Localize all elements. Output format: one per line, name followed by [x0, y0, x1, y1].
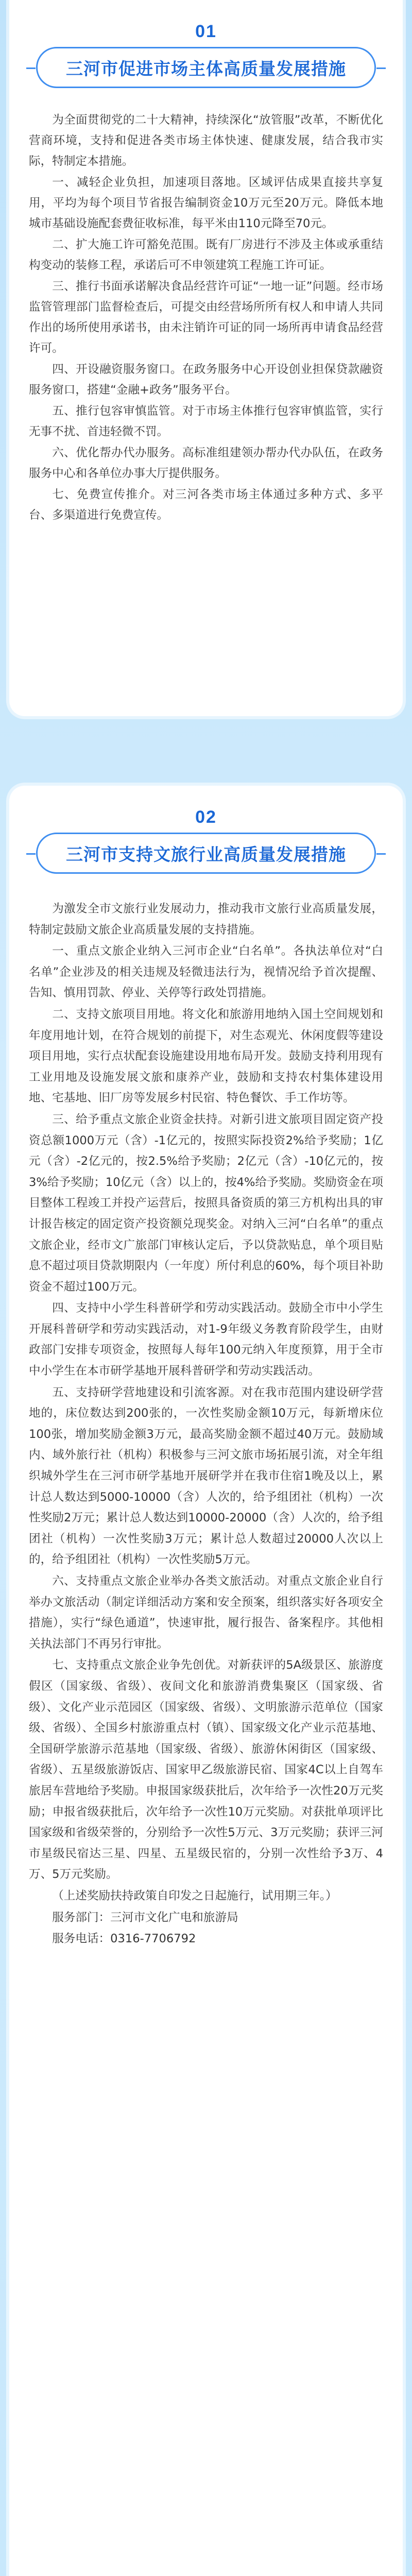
paragraph: 四、开设融资服务窗口。在政务服务中心开设创业担保贷款融资服务窗口，搭建“金融+政务”服务平台。 [29, 363, 383, 397]
measures-card-2 [9, 786, 403, 2576]
paragraph: 为激发全市文旅行业发展动力，推动我市文旅行业高质量发展，特制定鼓励文旅企业高质量发展的支持措施。 [29, 902, 383, 937]
measures-card-1 [9, 0, 403, 716]
section-title: 三河市促进市场主体高质量发展措施 [66, 58, 346, 79]
paragraph: 一、重点文旅企业纳入三河市企业“白名单”。各执法单位对“白名单”企业涉及的相关违规及轻微违法行为，视情况给予首次提醒、告知、慎用罚款、停业、关停等行政处罚措施。 [29, 944, 383, 1000]
section-title-frame [36, 47, 376, 88]
service-phone: 服务电话：0316-7706792 [52, 1932, 196, 1946]
paragraph: 四、支持中小学生科普研学和劳动实践活动。鼓励全市中小学生开展科普研学和劳动实践活动，对1-9年级义务教育阶段学生，由财政部门安排专项资金，按照每人每年100元纳入年度预算，用于全市中小学生在本市研学基地开展科普研学和劳动实践活动。 [29, 1301, 383, 1378]
paragraph: 五、推行包容审慎监管。对于市场主体推行包容审慎监管，实行无事不扰、首违轻微不罚。 [29, 404, 383, 438]
paragraph: 二、扩大施工许可豁免范围。既有厂房进行不涉及主体或承重结构变动的装修工程，承诺后可不申领建筑工程施工许可证。 [29, 238, 383, 272]
section-badge [31, 786, 381, 874]
paragraph: 六、支持重点文旅企业举办各类文旅活动。对重点文旅企业自行举办文旅活动（制定详细活动方案和安全预案，组织落实好各项安全措施），实行“绿色通道”，快速审批，履行报告、备案程序。其他相关执法部门不再另行审批。 [29, 1574, 383, 1651]
paragraph: 一、减轻企业负担，加速项目落地。区域评估成果直接共享复用，平均为每个项目节省报告编制资金10万元至20万元。降低本地城市基础设施配套费征收标准，每平米由110元降至70元。 [29, 176, 383, 230]
section-body [29, 110, 383, 526]
section-title: 三河市支持文旅行业高质量发展措施 [66, 844, 346, 865]
service-department: 服务部门：三河市文化广电和旅游局 [52, 1910, 238, 1924]
paragraph: 五、支持研学营地建设和引流客源。对在我市范围内建设研学营地的，床位数达到200张的，一次性奖励金额10万元，每新增床位100张，增加奖励金额3万元，最高奖励金额不超过40万元。鼓励域内、域外旅行社（机构）积极参与三河文旅市场拓展引流，对全年组织城外学生在三河市研学基地开展研学并在我市住宿1晚及以上，累计总人数达到5000-10000（含）人次的，给予组团社（机构）一次性奖励2万元；累计总人数达到10000-20000（含）人次的，给予组团社（机构）一次性奖励3万元；累计总人数超过20000人次以上的，给予组团社（机构）一次性奖励5万元。 [29, 1385, 383, 1567]
paragraph: 二、支持文旅项目用地。将文化和旅游用地纳入国土空间规划和年度用地计划，在符合规划的前提下，对生态观光、休闲度假等建设项目用地，实行点状配套设施建设用地布局开发。鼓励支持利用现有工业用地及设施发展文旅和康养产业，鼓励和支持农村集体建设用地、宅基地、旧厂房等发展乡村民宿、特色餐饮、手工作坊等。 [29, 1007, 383, 1105]
section-title-frame [36, 833, 376, 874]
paragraph: 三、给予重点文旅企业资金扶持。对新引进文旅项目固定资产投资总额1000万元（含）-1亿元的，按照实际投资2%给予奖励；1亿元（含）-2亿元的，按2.5%给予奖励；2亿元（含）-10亿元的，按3%给予奖励；10亿元（含）以上的，按4%给予奖励。奖励资金在项目整体工程竣工并投产运营后，按照具备资质的第三方机构出具的审计报告核定的固定资产投资额兑现奖金。对纳入三河“白名单”的重点文旅企业，经市文广旅部门审核认定后，予以贷款贴息，单个项目贴息不超过项目贷款期限内（一年度）所付利息的60%，每个项目补助资金不超过100万元。 [29, 1112, 383, 1294]
paragraph: 六、优化帮办代办服务。高标准组建领办帮办代办队伍，在政务服务中心和各单位办事大厅提供服务。 [29, 446, 383, 480]
section-number: 01 [195, 22, 217, 41]
paragraph: 七、免费宣传推介。对三河各类市场主体通过多种方式、多平台、多渠道进行免费宣传。 [29, 488, 383, 522]
section-number: 02 [195, 807, 217, 827]
paragraph: 七、支持重点文旅企业争先创优。对新获评的5A级景区、旅游度假区（国家级、省级）、夜间文化和旅游消费集聚区（国家级、省级）、文化产业示范园区（国家级、省级）、文明旅游示范单位（国家级、省级）、全国乡村旅游重点村（镇）、国家级文化产业示范基地、全国研学旅游示范基地（国家级、省级）、旅游休闲街区（国家级、省级）、五星级旅游饭店、国家甲乙级旅游民宿、国家4C以上自驾车旅居车营地给予奖励。申报国家级获批后，次年给予一次性20万元奖励；申报省级获批后，次年给予一次性10万元奖励。对获批单项评比国家级和省级荣誉的，分别给予一次性5万元、3万元奖励；获评三河市星级民宿达三星、四星、五星级民宿的，分别一次性给予3万、4万、5万元奖励。 [29, 1658, 383, 1882]
section-badge [31, 0, 381, 88]
policy-note: （上述奖励扶持政策自印发之日起施行，试用期三年。） [52, 1889, 337, 1903]
paragraph: 为全面贯彻党的二十大精神，持续深化“放管服”改革，不断优化营商环境，支持和促进各类市场主体快速、健康发展，结合我市实际，特制定本措施。 [29, 113, 383, 168]
section-body [29, 899, 383, 1950]
paragraph: 三、推行书面承诺解决食品经营许可证“一地一证”问题。经市场监管管理部门监督检查后，可提交由经营场所所有权人和申请人共同作出的场所使用承诺书，由未注销许可证的同一场所再申请食品经营许可。 [29, 280, 383, 355]
